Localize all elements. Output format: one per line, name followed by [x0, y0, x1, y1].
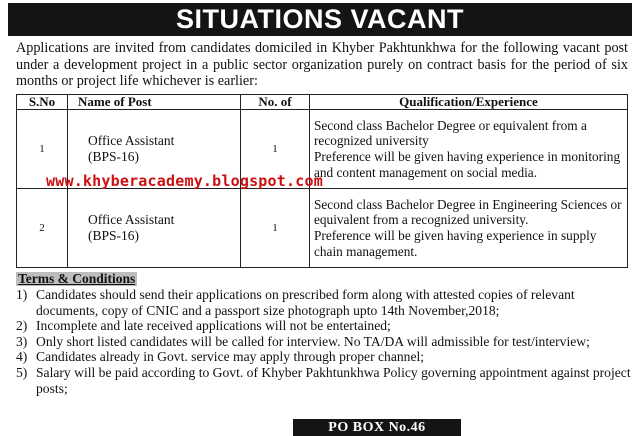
- condition-text: Only short listed candidates will be called for interview. No TA/DA will admissible for test/interview;: [36, 333, 590, 349]
- condition-text: Candidates already in Govt. service may apply through proper channel;: [36, 349, 425, 365]
- experience-text: Preference will be given having experience in supply chain management.: [314, 228, 597, 259]
- row-count: 1: [241, 189, 310, 268]
- condition-number: 1): [16, 287, 28, 302]
- header-qualification: Qualification/Experience: [310, 95, 628, 110]
- row-post: [68, 189, 241, 268]
- row-sno: 1: [17, 110, 68, 189]
- header-sno: S.No: [17, 95, 68, 110]
- post-grade: (BPS-16): [88, 228, 140, 243]
- condition-number: 4): [16, 349, 28, 365]
- terms-heading: Terms & Conditions: [18, 271, 136, 286]
- condition-number: 2): [16, 318, 28, 334]
- po-box-label: PO BOX No.46: [293, 419, 461, 436]
- row-count: 1: [241, 110, 310, 189]
- condition-number: 3): [16, 333, 28, 349]
- post-grade: (BPS-16): [88, 149, 140, 164]
- row-qualification: [310, 189, 628, 268]
- list-item: [16, 349, 632, 365]
- condition-text: Incomplete and late received applications will not be entertained;: [36, 318, 391, 334]
- header-post: Name of Post: [68, 95, 241, 110]
- header-count: No. of: [241, 95, 310, 110]
- condition-text: Candidates should send their applications on prescribed form along with attested copies of relevant documents, copy of CNIC and a passport size photograph upto 14th November,2018;: [36, 287, 575, 318]
- watermark-url: www.khyberacademy.blogspot.com: [46, 172, 323, 190]
- intro-text: Applications are invited from candidates domiciled in Khyber Pakhtunkhwa for the following vacant post under a development project in a public sector organization purely on contract basis for the period of six months or project life whichever is earlier:: [16, 40, 628, 89]
- qualification-text: Second class Bachelor Degree in Engineering Sciences or equivalent from a recognized university.: [314, 196, 622, 228]
- post-name: Office Assistant: [88, 212, 175, 227]
- list-item: [16, 365, 632, 396]
- condition-number: 5): [16, 364, 28, 380]
- table-row: [17, 189, 628, 268]
- conditions-list: [16, 287, 632, 396]
- qualification-text: Second class Bachelor Degree or equivalent from a recognized university: [314, 117, 587, 149]
- row-qualification: [310, 110, 628, 189]
- list-item: [16, 334, 632, 350]
- list-item: [16, 287, 632, 318]
- ad-title: SITUATIONS VACANT: [8, 3, 632, 36]
- condition-text: Salary will be paid according to Govt. of Khyber Pakhtunkhwa Policy governing appointment against project posts;: [36, 364, 631, 396]
- table-header-row: [17, 95, 628, 110]
- intro-paragraph: [16, 40, 628, 90]
- experience-text: Preference will be given having experience in monitoring and content management on social media.: [314, 149, 621, 180]
- list-item: [16, 318, 632, 334]
- row-sno: 2: [17, 189, 68, 268]
- post-name: Office Assistant: [88, 133, 175, 148]
